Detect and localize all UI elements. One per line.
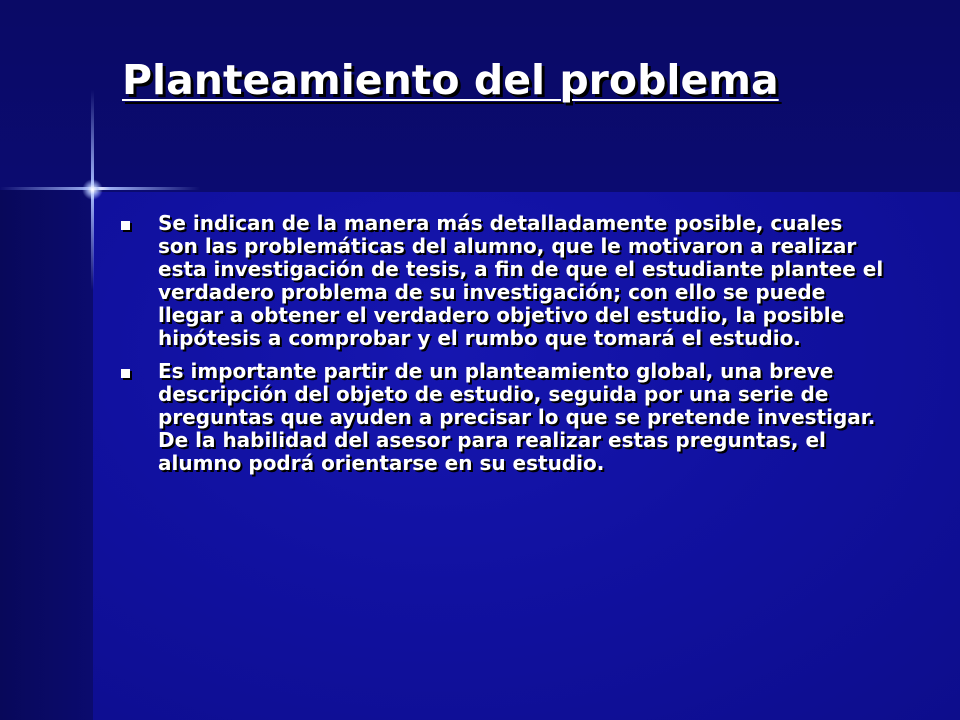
bullet-text: Se indican de la manera más detalladamente posible, cuales son las problemáticas del alumno, que le motivaron a realizar esta investigación de tesis, a fin de que el estudiante plantee el verdadero problema de su investigación; con ello se puede llegar a obtener el verdadero objetivo del estudio, la posible hipótesis a comprobar y el rumbo que tomará el estudio. xyxy=(158,211,884,350)
square-bullet-icon xyxy=(121,369,130,378)
left-band xyxy=(0,190,93,720)
bullet-list xyxy=(118,212,888,485)
bullet-item xyxy=(118,212,888,350)
sparkle-star-icon xyxy=(82,179,103,200)
bullet-item xyxy=(118,360,888,475)
slide-title: Planteamiento del problema xyxy=(122,56,779,104)
bullet-text: Es importante partir de un planteamiento global, una breve descripción del objeto de estudio, seguida por una serie de preguntas que ayuden a precisar lo que se pretende investigar. De la habilidad del asesor para realizar estas preguntas, el alumno podrá orientarse en su estudio. xyxy=(158,359,876,475)
square-bullet-icon xyxy=(121,221,130,230)
